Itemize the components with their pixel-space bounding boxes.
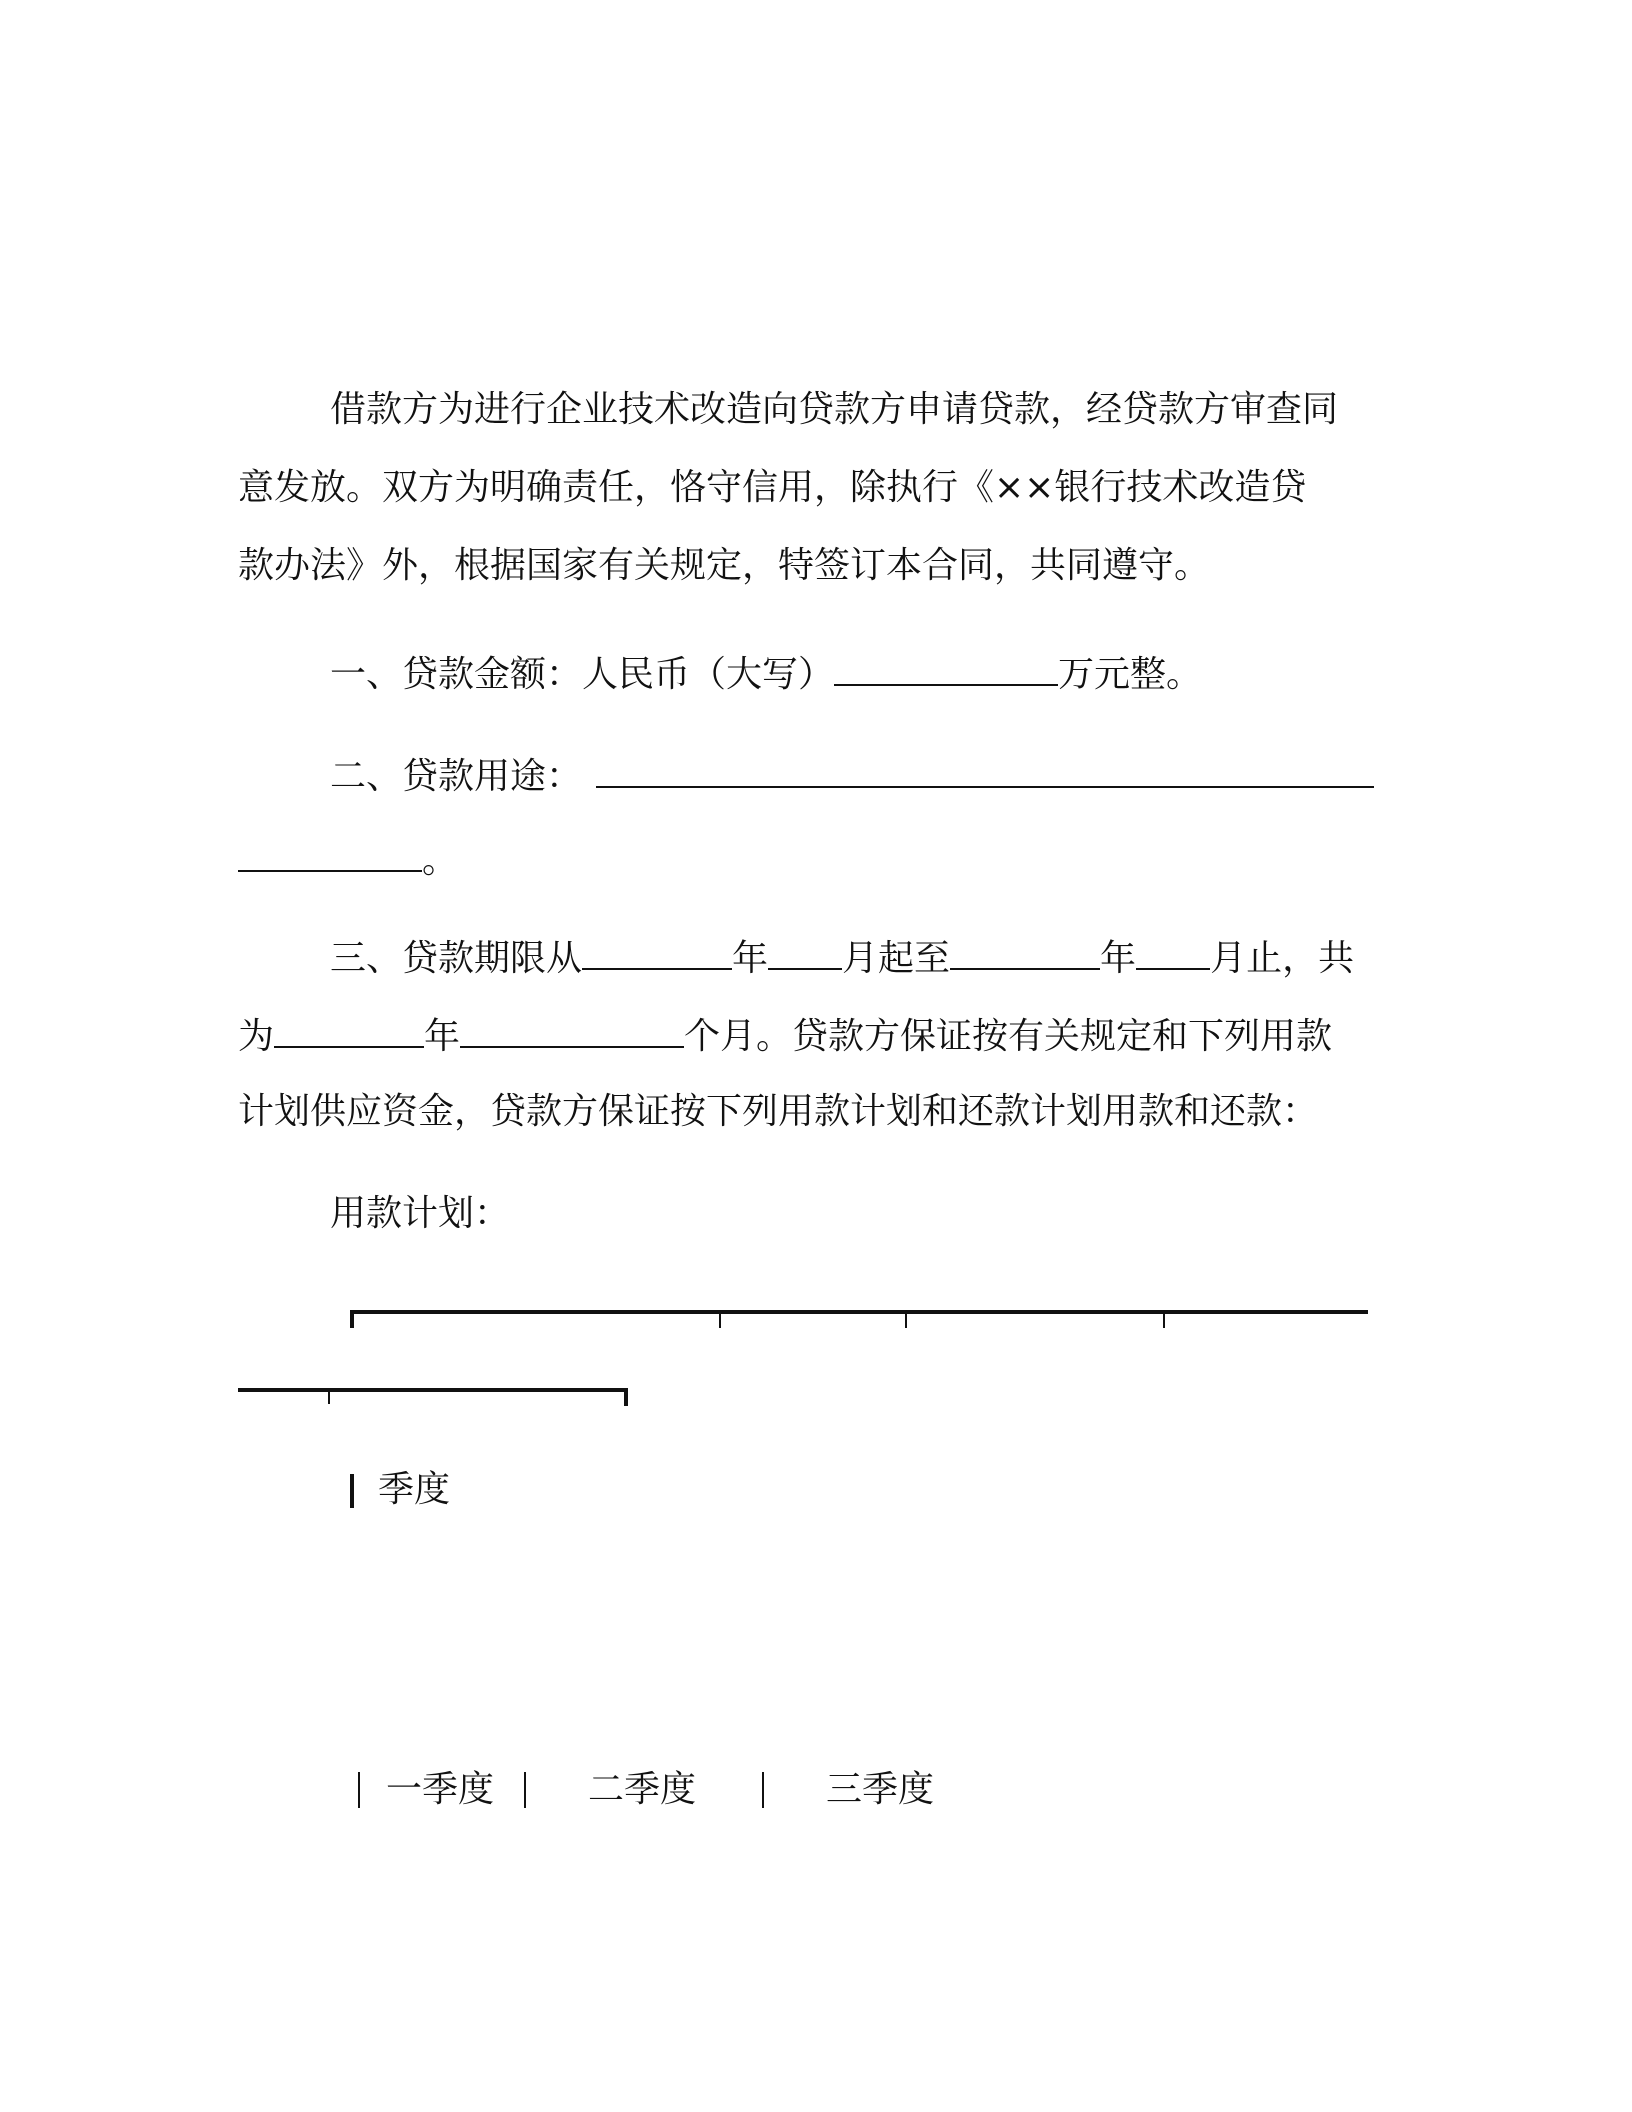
table-top-rule <box>350 1310 1368 1314</box>
loan-purpose-blank-1[interactable] <box>596 752 1374 788</box>
season-header: 季度 <box>378 1469 451 1510</box>
quarter-2-label: 二季度 <box>588 1769 697 1810</box>
intro-line-1: 借款方为进行企业技术改造向贷款方申请贷款，经贷款方审查同 <box>330 389 1339 430</box>
quarter-3-label: 三季度 <box>826 1769 935 1810</box>
end-month-blank[interactable] <box>1136 934 1210 970</box>
table-second-rule <box>238 1388 628 1392</box>
quarter-divider-1 <box>358 1772 360 1808</box>
clause-loan-purpose-cont: 。 <box>238 836 458 883</box>
clause-loan-term-line-1: 三、贷款期限从 年 月起至 年 月止，共 <box>330 934 1354 981</box>
table-col-tick-1 <box>719 1310 721 1328</box>
intro-line-3: 款办法》外，根据国家有关规定，特签订本合同，共同遵守。 <box>238 545 1211 586</box>
quarter-divider-3 <box>762 1772 764 1808</box>
term-months-blank[interactable] <box>460 1012 684 1048</box>
end-year-blank[interactable] <box>950 934 1100 970</box>
start-month-blank[interactable] <box>768 934 842 970</box>
table-second-col-tick <box>328 1388 330 1404</box>
clause-loan-term-line-2: 为 年 个月。贷款方保证按有关规定和下列用款 <box>238 1012 1332 1059</box>
plan-heading: 用款计划： <box>330 1193 511 1234</box>
clause-loan-purpose: 二、贷款用途： <box>330 752 1374 799</box>
table-second-right-tick <box>624 1388 628 1406</box>
clause-loan-amount: 一、贷款金额：人民币（大写） 万元整。 <box>330 650 1202 697</box>
start-year-blank[interactable] <box>582 934 732 970</box>
table-col-tick-3 <box>1163 1310 1165 1328</box>
term-years-blank[interactable] <box>274 1012 424 1048</box>
table-left-tick <box>350 1310 354 1328</box>
quarter-divider-2 <box>524 1772 526 1808</box>
clause-loan-term-line-3: 计划供应资金，贷款方保证按下列用款计划和还款计划用款和还款： <box>238 1091 1319 1132</box>
loan-amount-blank[interactable] <box>834 650 1058 686</box>
intro-line-2: 意发放。双方为明确责任，恪守信用，除执行《××银行技术改造贷 <box>238 467 1307 508</box>
quarter-1-label: 一季度 <box>386 1769 495 1810</box>
loan-purpose-blank-2[interactable] <box>238 836 422 872</box>
table-col-tick-2 <box>905 1310 907 1328</box>
season-header-bar <box>350 1474 354 1508</box>
